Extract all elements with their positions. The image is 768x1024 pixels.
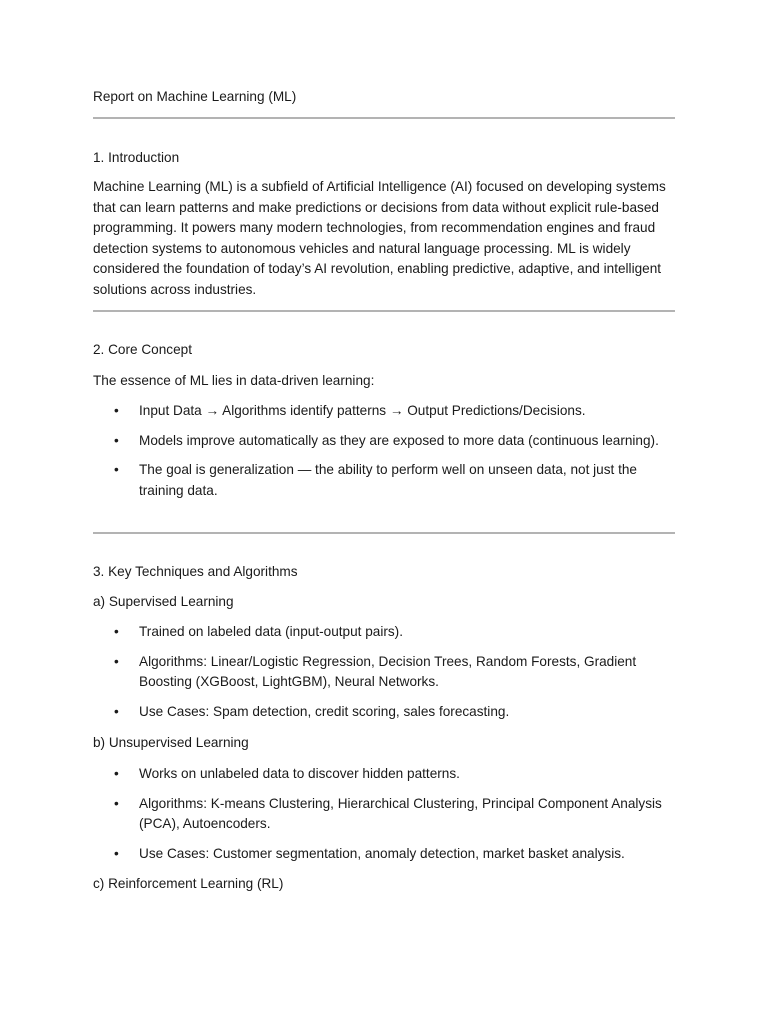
section-1-body: Machine Learning (ML) is a subfield of Artificial Intelligence (AI) focused on developing systems that can learn patterns and make predictions or decisions from data without explicit rule-based programming. It powers many modern technologies, from recommendation engines and fraud detection systems to autonomous vehicles and natural language processing. ML is widely considered the foundation of today’s AI revolution, enabling predictive, adaptive, and intelligent solutions across industries.: [93, 179, 666, 297]
subsection-c-heading: c) Reinforcement Learning (RL): [93, 876, 284, 891]
list-item: • Algorithms: Linear/Logistic Regression, Decision Trees, Random Forests, Gradient Boosting (XGBoost, LightGBM), Neural Networks.: [93, 652, 675, 693]
list-item: • The goal is generalization — the ability to perform well on unseen data, not just the training data.: [93, 460, 675, 501]
section-3-heading: 3. Key Techniques and Algorithms: [93, 564, 298, 579]
document-title: Report on Machine Learning (ML): [93, 89, 297, 104]
section-2-list: [93, 401, 675, 501]
list-item: • Use Cases: Spam detection, credit scoring, sales forecasting.: [93, 702, 675, 723]
list-item: • Input Data → Algorithms identify patterns → Output Predictions/Decisions.: [93, 401, 675, 422]
list-item: • Use Cases: Customer segmentation, anomaly detection, market basket analysis.: [93, 844, 675, 865]
list-item: • Models improve automatically as they are exposed to more data (continuous learning).: [93, 431, 675, 452]
divider: [93, 532, 675, 534]
list-item: • Trained on labeled data (input-output pairs).: [93, 622, 675, 643]
subsection-a-list: [93, 622, 675, 722]
divider: [93, 117, 675, 119]
subsection-b-list: [93, 764, 675, 864]
subsection-b-heading: b) Unsupervised Learning: [93, 735, 249, 750]
list-item: • Algorithms: K-means Clustering, Hierarchical Clustering, Principal Component Analysis (PCA), Autoencoders.: [93, 794, 675, 835]
section-2-heading: 2. Core Concept: [93, 342, 192, 357]
divider: [93, 310, 675, 312]
section-2-lead: The essence of ML lies in data-driven learning:: [93, 373, 375, 388]
list-item: • Works on unlabeled data to discover hidden patterns.: [93, 764, 675, 785]
section-1-heading: 1. Introduction: [93, 150, 180, 165]
subsection-a-heading: a) Supervised Learning: [93, 594, 234, 609]
